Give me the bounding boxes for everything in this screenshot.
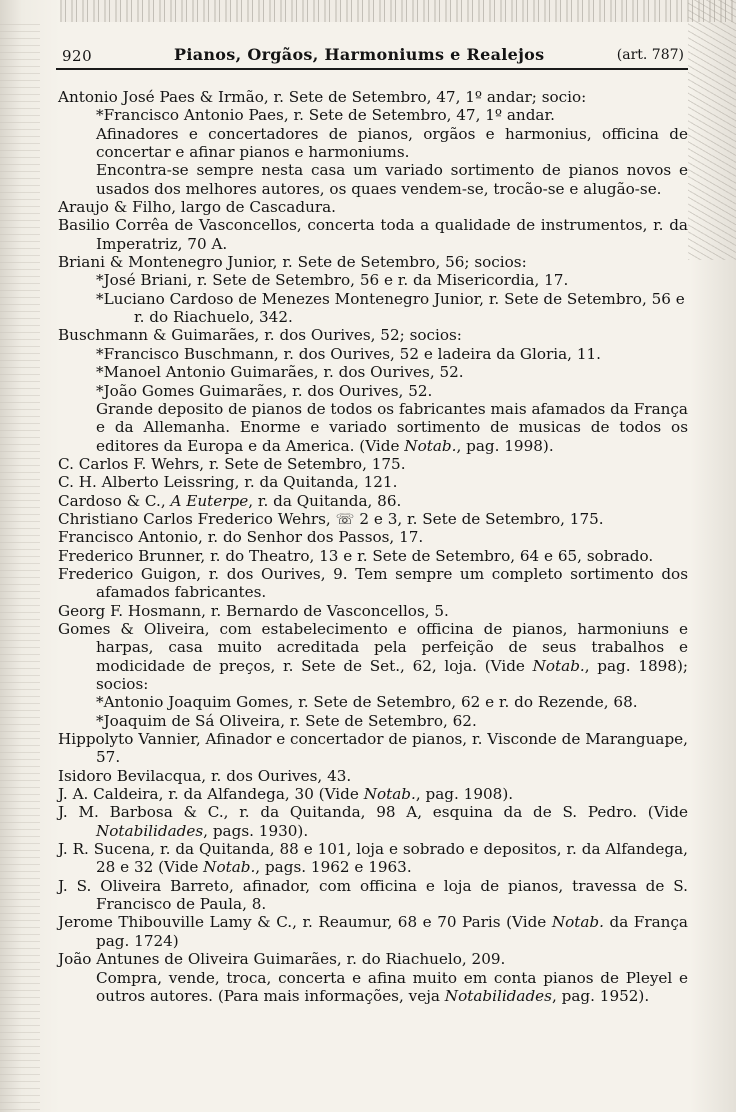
- directory-entry: [58, 528, 688, 546]
- entry-text: Araujo & Filho, largo de Cascadura.: [58, 198, 337, 217]
- directory-entry: [58, 767, 688, 785]
- entry-text: Antonio José Paes & Irmão, r. Sete de Setembro, 47, 1º andar; socio:: [58, 88, 587, 106]
- entry-text-continued: , pag. 1908).: [415, 785, 514, 804]
- entry-text: João Antunes de Oliveira Guimarães, r. do Riachuelo, 209.: [58, 950, 506, 969]
- entry-text: Grande deposito de pianos de todos os fabricantes mais afamados da França e da Allemanha. Enorme e variado sortimento de musicas de todos os editores da Europa e da America. (Vide: [96, 399, 688, 455]
- directory-entry: [58, 877, 688, 914]
- entry-text: Frederico Guigon, r. dos Ourives, 9. Tem sempre um completo sortimento dos afamados fabricantes.: [58, 564, 688, 602]
- directory-entry: [58, 803, 688, 840]
- page-number: 920: [62, 47, 93, 65]
- entry-text: Francisco Antonio Paes, r. Sete de Setembro, 47, 1º andar.: [103, 106, 555, 125]
- partner-line: [58, 106, 688, 124]
- entry-text: Luciano Cardoso de Menezes Montenegro Junior, r. Sete de Setembro, 56 e r. do Riachuelo, 342.: [103, 289, 685, 327]
- entry-text: J. A. Caldeira, r. da Alfandega, 30 (Vide: [58, 785, 364, 804]
- entry-text: Joaquim de Sá Oliveira, r. Sete de Setembro, 62.: [103, 711, 477, 730]
- entry-text: Frederico Brunner, r. do Theatro, 13 e r. Sete de Setembro, 64 e 65, sobrado.: [58, 546, 654, 565]
- directory-entry: [58, 473, 688, 491]
- entry-description: [58, 969, 688, 1006]
- partner-line: [58, 271, 688, 289]
- directory-entry: [58, 88, 688, 106]
- directory-entry: [58, 253, 688, 271]
- partner-line: [58, 382, 688, 400]
- directory-entry: [58, 198, 688, 216]
- page-title: Pianos, Orgãos, Harmoniums e Realejos: [174, 45, 545, 64]
- partner-line: [58, 712, 688, 730]
- directory-entry: [58, 565, 688, 602]
- entry-text: João Gomes Guimarães, r. dos Ourives, 52.: [103, 381, 433, 400]
- entry-description: [58, 400, 688, 455]
- entry-text: Basilio Corrêa de Vasconcellos, concerta toda a qualidade de instrumentos, r. da Imperatriz, 70 A.: [58, 216, 688, 253]
- directory-entry: [58, 785, 688, 803]
- entry-text-continued: , pag. 1952).: [551, 986, 650, 1005]
- directory-entry: [58, 950, 688, 968]
- entry-text: Afinadores e concertadores de pianos, orgãos e harmonius, officina de concertar e afinar pianos e harmoniums.: [96, 124, 688, 162]
- entry-text: José Briani, r. Sete de Setembro, 56 e r. da Misericordia, 17.: [103, 271, 569, 290]
- entry-text: J. S. Oliveira Barreto, afinador, com officina e loja de pianos, travessa de S. Francisco de Paula, 8.: [58, 876, 688, 914]
- directory-listing: [58, 88, 688, 1005]
- partner-line: [58, 290, 688, 327]
- italic-reference: Notab.: [404, 436, 457, 455]
- directory-entry: [58, 492, 688, 510]
- entry-description: [58, 125, 688, 162]
- entry-text-continued: , r. da Quitanda, 86.: [248, 491, 402, 510]
- directory-entry: [58, 326, 688, 344]
- entry-text-continued: , pags. 1930).: [203, 821, 309, 840]
- directory-entry: [58, 547, 688, 565]
- directory-entry: [58, 455, 688, 473]
- italic-reference: Notab.: [532, 656, 585, 675]
- entry-text: Manoel Antonio Guimarães, r. dos Ourives, 52.: [103, 363, 464, 382]
- partner-line: [58, 363, 688, 381]
- entry-text: Antonio Joaquim Gomes, r. Sete de Setembro, 62 e r. do Rezende, 68.: [103, 693, 638, 712]
- entry-text-continued: da França pag. 1724): [96, 913, 688, 950]
- entry-text: C. H. Alberto Leissring, r. da Quitanda, 121.: [58, 473, 398, 492]
- section-reference: (art. 787): [616, 47, 684, 63]
- entry-text: Gomes & Oliveira, com estabelecimento e officina de pianos, harmoniuns e harpas, casa muito acreditada pela perfeição de seus trabalhos e modicidade de preços, r. Sete de Set., 62, loja. (Vide: [58, 619, 688, 675]
- entry-text: J. R. Sucena, r. da Quitanda, 88 e 101, loja e sobrado e depositos, r. da Alfandega, 28 e 32 (Vide: [58, 840, 688, 877]
- entry-text-continued: , pags. 1962 e 1963.: [255, 858, 412, 877]
- entry-text: Hippolyto Vannier, Afinador e concertador de pianos, r. Visconde de Maranguape, 57.: [58, 730, 688, 767]
- directory-entry: [58, 913, 688, 950]
- entry-text: C. Carlos F. Wehrs, r. Sete de Setembro, 175.: [58, 454, 406, 473]
- entry-text: Briani & Montenegro Junior, r. Sete de Setembro, 56; socios:: [58, 253, 527, 272]
- entry-text: Francisco Antonio, r. do Senhor dos Passos, 17.: [58, 528, 424, 547]
- entry-description: [58, 161, 688, 198]
- directory-entry: [58, 216, 688, 253]
- running-header: [56, 44, 688, 70]
- directory-entry: [58, 730, 688, 767]
- entry-text: Christiano Carlos Frederico Wehrs, ☏ 2 e 3, r. Sete de Setembro, 175.: [58, 509, 604, 528]
- entry-text: Cardoso & C.,: [58, 491, 171, 510]
- italic-reference: A Euterpe: [170, 491, 249, 510]
- directory-entry: [58, 602, 688, 620]
- italic-reference: Notab.: [363, 785, 416, 804]
- entry-text: J. M. Barbosa & C., r. da Quitanda, 98 A, esquina da de S. Pedro. (Vide: [58, 803, 688, 822]
- entry-text-continued: , pag. 1898); socios:: [96, 656, 688, 693]
- entry-text: Georg F. Hosmann, r. Bernardo de Vasconcellos, 5.: [58, 601, 449, 620]
- italic-reference: Notabilidades: [444, 986, 552, 1005]
- directory-entry: [58, 620, 688, 693]
- entry-text: Encontra-se sempre nesta casa um variado sortimento de pianos novos e usados dos melhores autores, os quaes vendem-se, trocão-se e alugão-se.: [96, 161, 688, 198]
- entry-text-continued: , pag. 1998).: [456, 436, 554, 455]
- directory-entry: [58, 510, 688, 528]
- partner-line: [58, 693, 688, 711]
- italic-reference: Notab.: [203, 858, 256, 877]
- italic-reference: Notabilidades: [96, 821, 204, 840]
- entry-text: Buschmann & Guimarães, r. dos Ourives, 52; socios:: [58, 326, 462, 345]
- scan-noise-right: [688, 0, 736, 260]
- entry-text: Francisco Buschmann, r. dos Ourives, 52 e ladeira da Gloria, 11.: [103, 344, 601, 363]
- directory-entry: [58, 840, 688, 877]
- entry-text: Compra, vende, troca, concerta e afina muito em conta pianos de Pleyel e outros autores. (Para mais informações, veja: [96, 968, 688, 1005]
- entry-text: Jerome Thibouville Lamy & C., r. Reaumur, 68 e 70 Paris (Vide: [58, 913, 552, 932]
- entry-text: Isidoro Bevilacqua, r. dos Ourives, 43.: [58, 766, 352, 785]
- partner-line: [58, 345, 688, 363]
- scan-noise-left: [0, 20, 40, 1110]
- scan-noise-top: [60, 0, 736, 22]
- italic-reference: Notab.: [551, 913, 604, 932]
